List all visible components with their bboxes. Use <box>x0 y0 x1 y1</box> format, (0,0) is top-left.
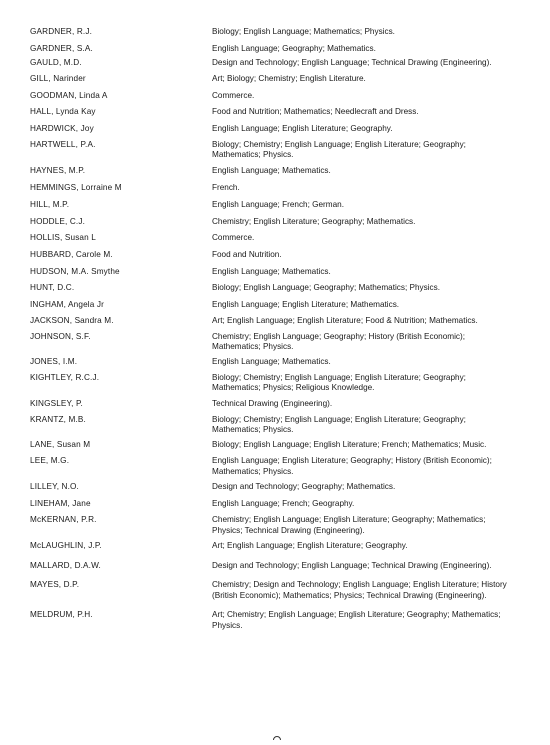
list-item <box>30 440 530 450</box>
candidate-name: HOLLIS, Susan L <box>30 232 96 242</box>
list-item <box>30 515 530 536</box>
candidate-name: MELDRUM, P.H. <box>30 610 93 620</box>
candidate-name: JOHNSON, S.F. <box>30 331 91 341</box>
candidate-name: HILL, M.P. <box>30 199 70 209</box>
subject-list: Food and Nutrition. <box>212 249 282 259</box>
list-item <box>30 561 530 571</box>
subject-list: English Language; Mathematics. <box>212 267 331 277</box>
candidate-name: LANE, Susan M <box>30 440 91 450</box>
subject-list: English Language; Mathematics. <box>212 165 331 175</box>
list-item <box>30 124 530 134</box>
subject-list: Commerce. <box>212 90 255 100</box>
candidate-name: HEMMINGS, Lorraine M <box>30 182 122 192</box>
subject-list: Chemistry; English Language; Geography; History (British Economic); Mathematics; Physics. <box>212 331 466 351</box>
list-item <box>30 91 530 101</box>
list-item <box>30 456 530 477</box>
candidate-name: HUNT, D.C. <box>30 283 75 293</box>
subject-list: Art; English Language; English Literature; Geography. <box>212 541 408 551</box>
page-number-fragment <box>273 736 281 740</box>
list-item <box>30 217 530 227</box>
candidate-name: McLAUGHLIN, J.P. <box>30 541 102 551</box>
list-item <box>30 27 530 37</box>
subject-list: Design and Technology; English Language; Technical Drawing (Engineering). <box>212 561 492 571</box>
list-item <box>30 499 530 509</box>
candidate-name: HUBBARD, Carole M. <box>30 249 113 259</box>
list-item <box>30 107 530 117</box>
candidate-name: GOODMAN, Linda A <box>30 90 108 100</box>
candidate-name: HARDWICK, Joy <box>30 123 94 133</box>
candidate-name: INGHAM, Angela Jr <box>30 300 104 310</box>
subject-list: Biology; Chemistry; English Language; English Literature; Geography; Mathematics; Physics. <box>212 139 466 160</box>
subject-list: English Language; French; Geography. <box>212 499 355 509</box>
candidate-name: KINGSLEY, P. <box>30 398 83 408</box>
subject-list: English Language; Mathematics. <box>212 357 331 367</box>
candidate-name: KRANTZ, M.B. <box>30 414 86 424</box>
candidate-name: HUDSON, M.A. Smythe <box>30 267 120 277</box>
candidate-name: GILL, Narinder <box>30 73 86 83</box>
list-item <box>30 610 530 631</box>
list-item <box>30 267 530 277</box>
list-item <box>30 166 530 176</box>
candidate-name: LILLEY, N.O. <box>30 482 79 492</box>
list-item <box>30 44 530 54</box>
list-item <box>30 482 530 492</box>
list-item <box>30 580 530 601</box>
candidate-name: HARTWELL, P.A. <box>30 139 96 149</box>
subject-list: Art; Biology; Chemistry; English Literature. <box>212 73 366 83</box>
candidate-name: GAULD, M.D. <box>30 58 82 68</box>
candidate-name: MAYES, D.P. <box>30 580 80 590</box>
subject-list: Biology; English Language; English Literature; French; Mathematics; Music. <box>212 440 487 450</box>
candidate-name: JACKSON, Sandra M. <box>30 316 114 326</box>
candidate-name: KIGHTLEY, R.C.J. <box>30 372 100 382</box>
list-item <box>30 140 530 161</box>
list-item <box>30 74 530 84</box>
subject-list: English Language; French; German. <box>212 199 344 209</box>
subject-list: Commerce. <box>212 232 255 242</box>
list-item <box>30 357 530 367</box>
list-item <box>30 58 530 68</box>
subject-list: English Language; English Literature; Geography; History (British Economic); Mathematics; Physics. <box>212 456 492 476</box>
candidate-name: HAYNES, M.P. <box>30 165 86 175</box>
candidate-name: LINEHAM, Jane <box>30 499 91 509</box>
candidate-name: HODDLE, C.J. <box>30 216 86 226</box>
list-item <box>30 541 530 551</box>
subject-list: French. <box>212 182 240 192</box>
subject-list: Art; English Language; English Literature; Food & Nutrition; Mathematics. <box>212 316 478 326</box>
subject-list: Design and Technology; Geography; Mathematics. <box>212 482 396 492</box>
results-list <box>30 27 530 631</box>
subject-list: English Language; Geography; Mathematics. <box>212 44 376 54</box>
candidate-name: GARDNER, S.A. <box>30 44 93 54</box>
list-item <box>30 300 530 310</box>
subject-list: Technical Drawing (Engineering). <box>212 398 333 408</box>
subject-list: English Language; English Literature; Geography. <box>212 123 393 133</box>
list-item <box>30 415 530 436</box>
list-item <box>30 200 530 210</box>
subject-list: Chemistry; Design and Technology; English Language; English Literature; History (British Economic); Mathematics; Physics; Technical Drawing (Engineering). <box>212 580 507 600</box>
subject-list: Art; Chemistry; English Language; English Literature; Geography; Mathematics; Physics. <box>212 610 501 630</box>
list-item <box>30 316 530 326</box>
subject-list: English Language; English Literature; Mathematics. <box>212 300 400 310</box>
list-item <box>30 233 530 243</box>
list-item <box>30 283 530 293</box>
list-item <box>30 250 530 260</box>
subject-list: Food and Nutrition; Mathematics; Needlecraft and Dress. <box>212 106 419 116</box>
candidate-name: MALLARD, D.A.W. <box>30 561 101 571</box>
list-item <box>30 183 530 193</box>
list-item <box>30 399 530 409</box>
list-item <box>30 332 530 353</box>
candidate-name: McKERNAN, P.R. <box>30 515 97 525</box>
candidate-name: JONES, I.M. <box>30 357 78 367</box>
subject-list: Biology; English Language; Geography; Mathematics; Physics. <box>212 283 441 293</box>
subject-list: Design and Technology; English Language; Technical Drawing (Engineering). <box>212 58 492 68</box>
subject-list: Biology; Chemistry; English Language; English Literature; Geography; Mathematics; Physics; Religious Knowledge. <box>212 372 466 393</box>
candidate-name: HALL, Lynda Kay <box>30 106 96 116</box>
subject-list: Chemistry; English Language; English Literature; Geography; Mathematics; Physics; Technical Drawing (Engineering). <box>212 515 486 535</box>
candidate-name: LEE, M.G. <box>30 456 70 466</box>
subject-list: Biology; Chemistry; English Language; English Literature; Geography; Mathematics; Physics. <box>212 414 466 434</box>
subject-list: Biology; English Language; Mathematics; Physics. <box>212 27 395 36</box>
candidate-name: GARDNER, R.J. <box>30 27 92 36</box>
subject-list: Chemistry; English Literature; Geography; Mathematics. <box>212 216 416 226</box>
list-item <box>30 373 530 394</box>
